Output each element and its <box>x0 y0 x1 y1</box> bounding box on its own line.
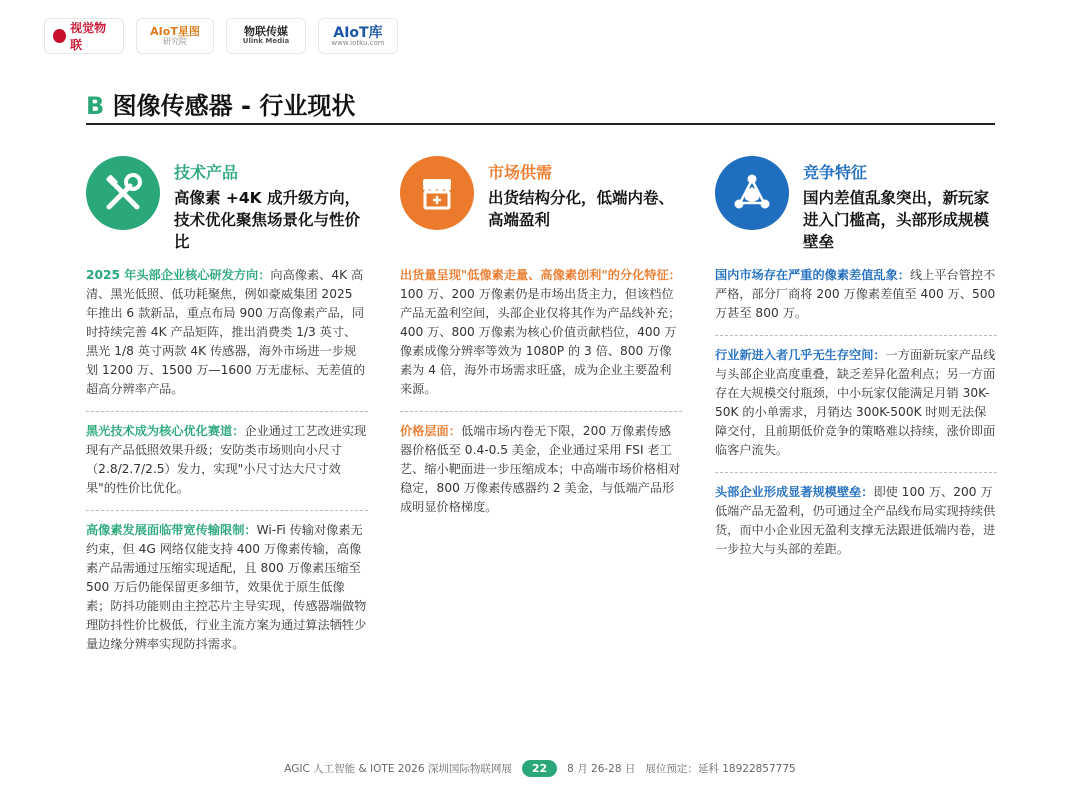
logo-sub: 研究院 <box>163 36 187 46</box>
item-lead: 价格层面： <box>400 424 461 438</box>
logo-text: 物联传媒 <box>244 25 288 39</box>
item-lead: 高像素发展面临带宽传输限制： <box>86 523 257 537</box>
page-number: 22 <box>522 760 557 777</box>
item-lead: 头部企业形成显著规模壁垒： <box>715 485 874 499</box>
item-body: 企业通过工艺改进实现现有产品低照效果升级；安防类市场则向小尺寸（2.8/2.7/2.5）发力，实现"小尺寸达大尺寸效果"的性价比优化。 <box>86 424 367 495</box>
item-body: 向高像素、4K 高清、黑光低照、低功耗聚焦，例如豪威集团 2025 年推出 6 款新品，重点布局 900 万高像素产品，同时持续完善 4K 产品矩阵，推出消费类 1/3 英寸、黑光 1/8 英寸两款 4K 传感器，海外市场进一步规划 1200 万、1500 万—1600 万无虚标、无差值的超高分辨率产品。 <box>86 268 366 396</box>
list-item <box>86 511 368 666</box>
page-footer <box>0 760 1080 777</box>
network-icon <box>715 156 789 230</box>
logo-shijue <box>44 18 124 54</box>
list-item <box>86 412 368 511</box>
column-headline: 高像素 +4K 成升级方向，技术优化聚焦场景化与性价比 <box>174 189 361 251</box>
column-header <box>715 156 997 256</box>
logo-sub: www.iotku.com <box>331 38 385 47</box>
logo-bar <box>44 18 398 54</box>
item-lead: 行业新进入者几乎无生存空间： <box>715 348 886 362</box>
logo-text: AIoT库 <box>333 24 383 41</box>
logo-text: AIoT星图 <box>150 24 200 38</box>
list-item <box>86 256 368 412</box>
column-headline: 出货结构分化，低端内卷、高端盈利 <box>488 189 675 229</box>
page-title <box>86 86 355 121</box>
item-lead: 黑光技术成为核心优化赛道： <box>86 424 245 438</box>
column-headline: 国内差值乱象突出，新玩家进入门槛高，头部形成规模壁垒 <box>803 189 990 251</box>
list-item <box>715 473 997 571</box>
tools-icon <box>86 156 160 230</box>
column-header <box>86 156 368 256</box>
list-item <box>400 412 682 529</box>
item-body: 线上平台管控不严格，部分厂商将 200 万像素差值至 400 万、500 万甚至 800 万。 <box>715 268 996 320</box>
column-header <box>400 156 682 256</box>
section-letter: B <box>86 92 105 120</box>
item-body: 低端市场内卷无下限，200 万像素传感器价格低至 0.4-0.5 美金，企业通过采用 FSI 老工艺、缩小靶面进一步压缩成本；中高端市场价格相对稳定，800 万像素传感器约 2 美金，与低端产品形成明显价格梯度。 <box>400 424 681 514</box>
item-body: 一方面新玩家产品线与头部企业高度重叠，缺乏差异化盈利点；另一方面存在大规模交付瓶颈，中小玩家仅能满足月销 30K-50K 的小单需求，月销达 300K-500K 时则无法保障交付，且前期低价竞争的策略难以持续，涨价即面临客户流失。 <box>715 348 996 457</box>
item-body: Wi-Fi 传输对像素无约束，但 4G 网络仅能支持 400 万像素传输，高像素产品需通过压缩实现适配，且 800 万像素压缩至 500 万后仍能保留更多细节，效果优于原生低像素；防抖功能则由主控芯片主导实现，传感器端做物理防抖性价比极低，行业主流方案为通过算法牺牲少量边缘分辨率实现防抖需求。 <box>86 523 367 651</box>
footer-booking: 展位预定：延科 18922857775 <box>645 763 796 775</box>
item-lead: 国内市场存在严重的像素差值乱象： <box>715 268 910 282</box>
item-lead: 2025 年头部企业核心研发方向： <box>86 268 271 282</box>
column-category: 技术产品 <box>174 163 239 182</box>
page-title-text: 图像传感器 - 行业现状 <box>112 92 356 120</box>
column-category: 竞争特征 <box>803 163 868 182</box>
logo-aiot-xingtu <box>136 18 214 54</box>
footer-event: AGIC 人工智能 & IOTE 2026 深圳国际物联网展 <box>284 763 512 775</box>
column-competition <box>715 156 997 571</box>
title-divider <box>86 123 995 125</box>
list-item <box>400 256 682 412</box>
column-category: 市场供需 <box>488 163 553 182</box>
column-tech-product <box>86 156 368 666</box>
list-item <box>715 256 997 336</box>
item-lead: 出货量呈现"低像素走量、高像素创利"的分化特征： <box>400 268 681 282</box>
list-item <box>715 336 997 473</box>
logo-wulian-chuanmei <box>226 18 306 54</box>
eye-logo-icon <box>53 29 66 43</box>
footer-dates: 8 月 26-28 日 <box>567 763 636 775</box>
logo-aiotku <box>318 18 398 54</box>
logo-sub: Ulink Media <box>242 37 290 46</box>
item-body: 100 万、200 万像素仍是市场出货主力，但该档位产品无盈利空间，头部企业仅将其作为产品线补充；400 万、800 万像素为核心价值贡献档位，400 万像素成像分辨率等效为 1080P 的 3 倍、800 万像素为 4 倍，海外市场需求旺盛，成为企业主要盈利来源。 <box>400 287 681 396</box>
storefront-icon <box>400 156 474 230</box>
column-market-supply <box>400 156 682 529</box>
item-body: 即使 100 万、200 万低端产品无盈利，仍可通过全产品线布局实现持续供货，而中小企业因无盈利支撑无法跟进低端内卷，进一步拉大与头部的差距。 <box>715 485 996 556</box>
logo-text: 视觉物联 <box>70 21 107 52</box>
